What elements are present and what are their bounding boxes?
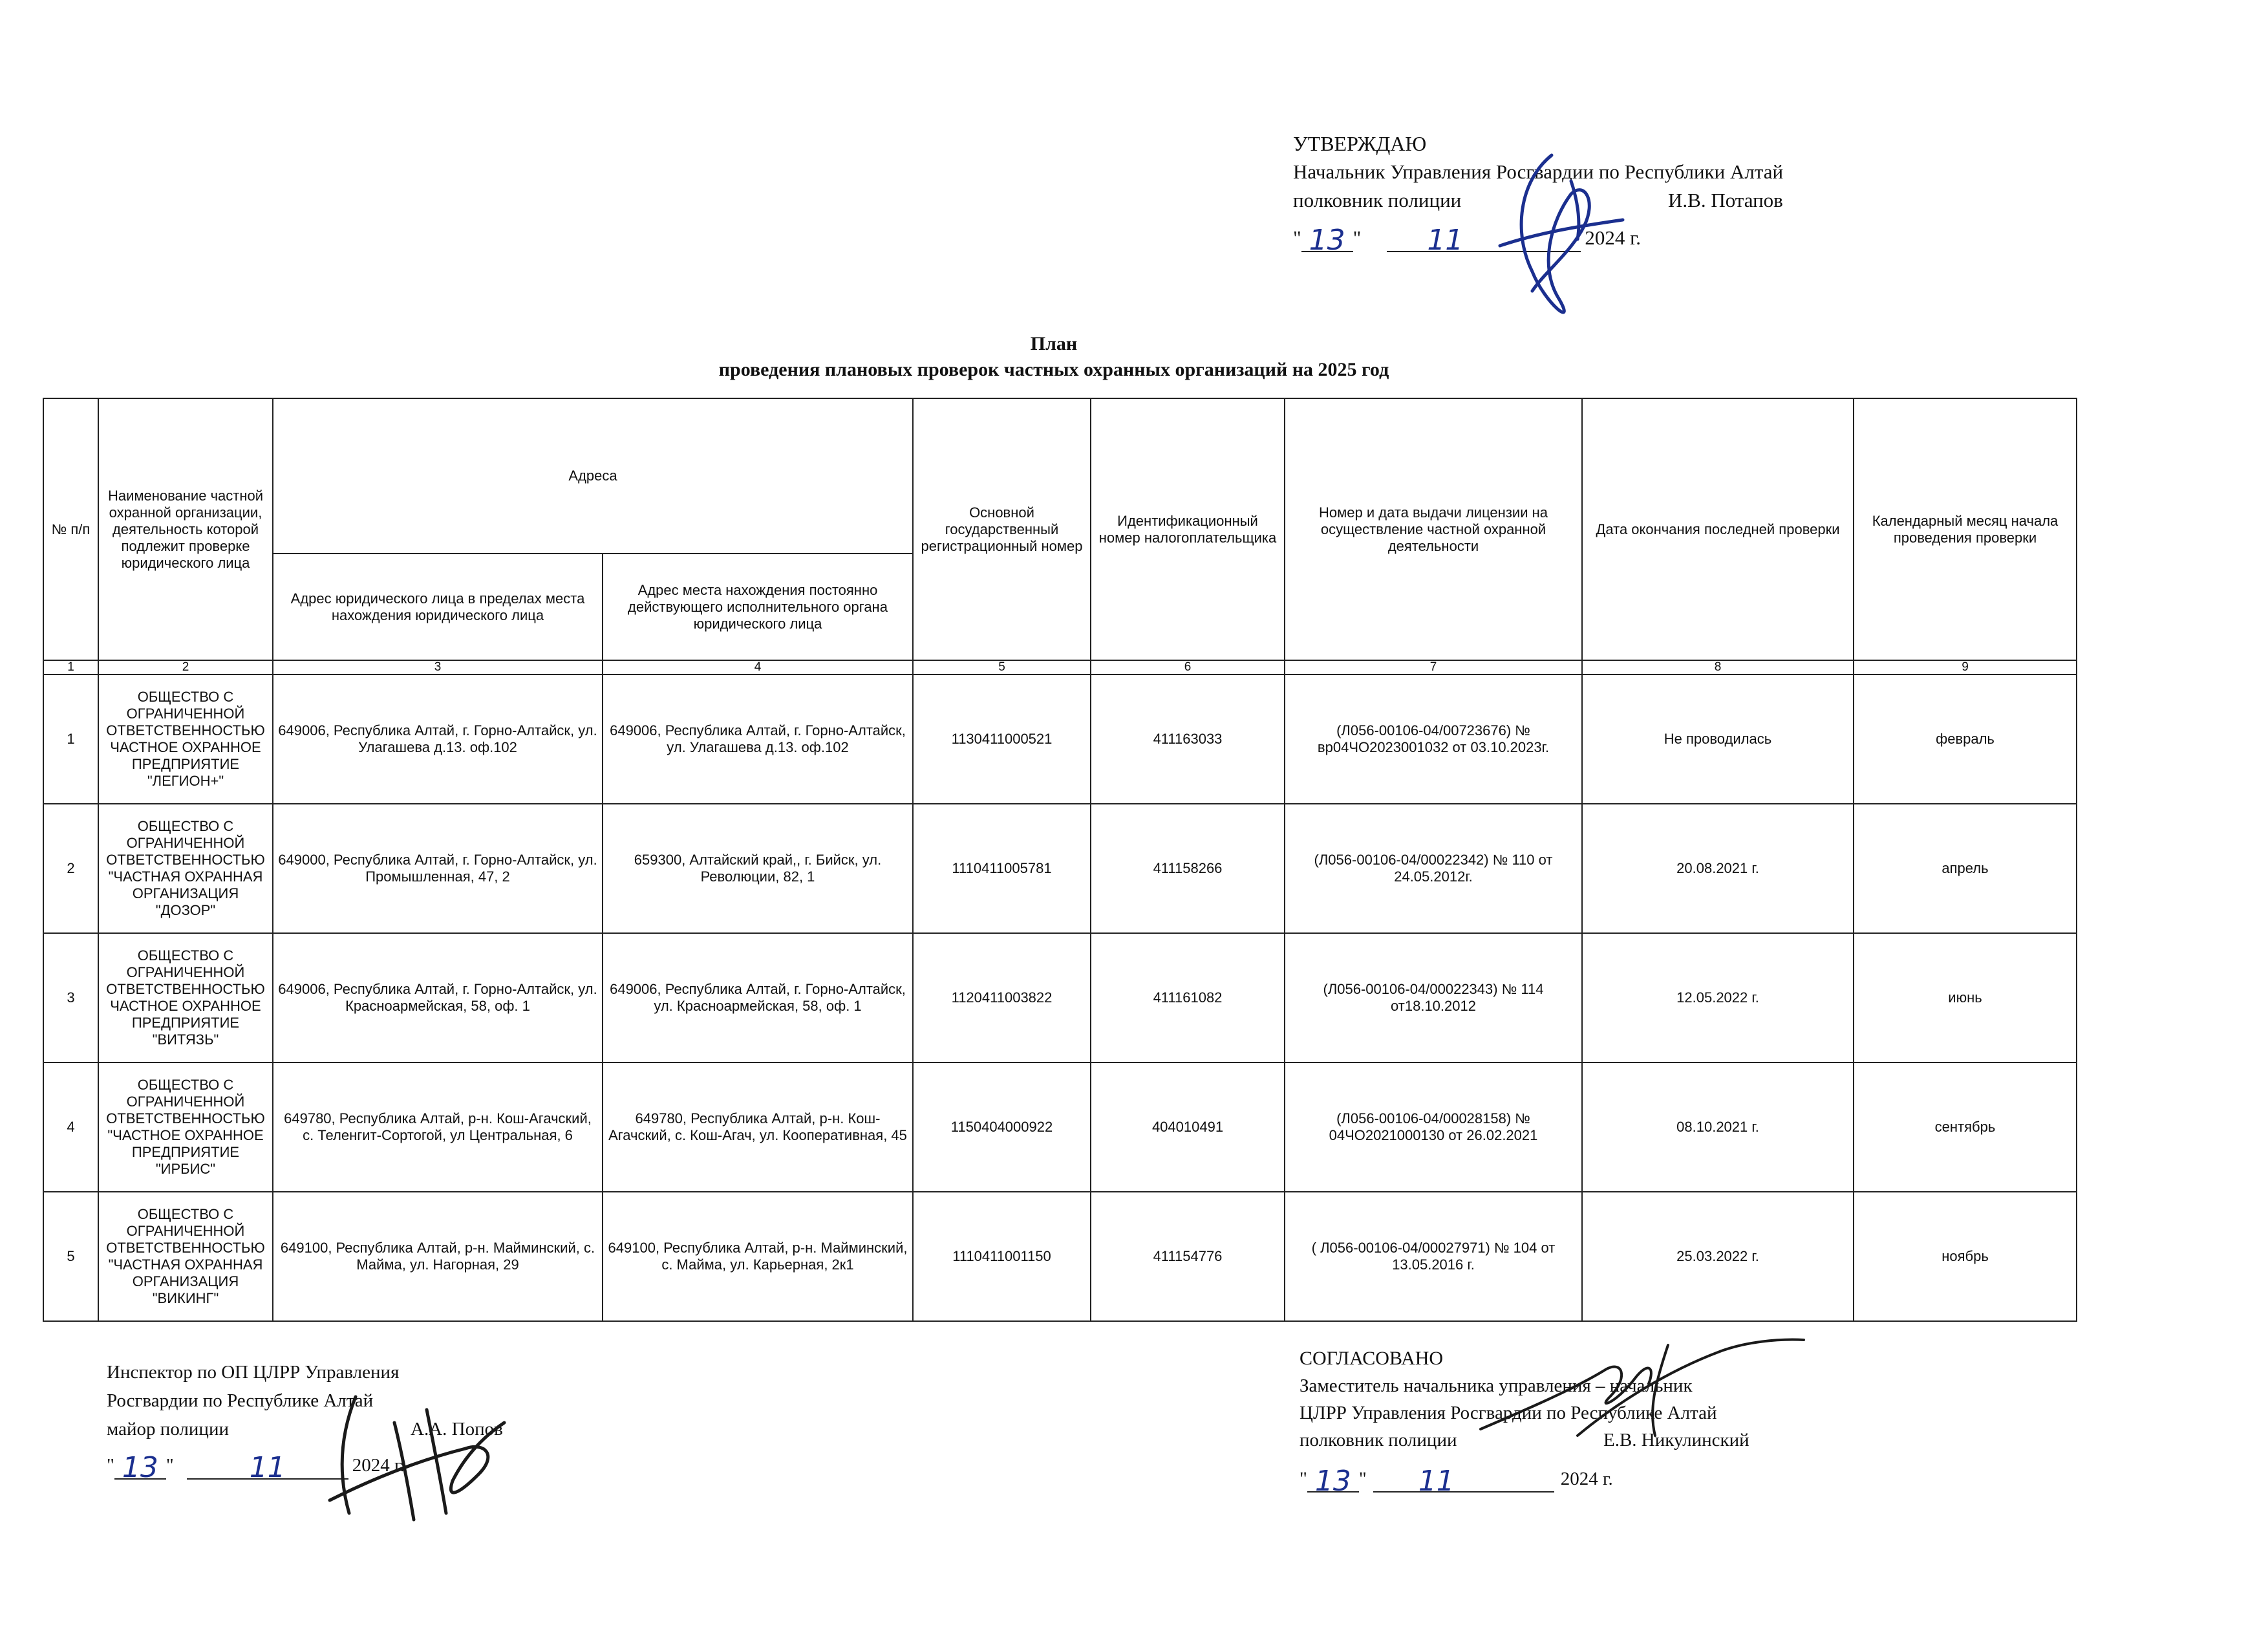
row-last-check: 20.08.2021 г.: [1582, 804, 1854, 933]
table-row: [43, 933, 2077, 1062]
inspector-rank: майор полиции: [107, 1419, 229, 1439]
approval-day: 13: [1309, 224, 1345, 257]
header-last-check: Дата окончания последней проверки: [1582, 398, 1854, 660]
column-number: 4: [603, 660, 913, 674]
agreed-position-2: ЦЛРР Управления Росгвардии по Республике Алтай: [1300, 1403, 1717, 1423]
row-num: 2: [43, 804, 98, 933]
approval-title: УТВЕРЖДАЮ: [1293, 132, 1427, 155]
approval-position: Начальник Управления Росгвардии по Республики Алтай: [1293, 160, 1784, 183]
inspection-plan-table: [43, 398, 2077, 1322]
row-name: ОБЩЕСТВО С ОГРАНИЧЕННОЙ ОТВЕТСТВЕННОСТЬЮ ЧАСТНОЕ ОХРАННОЕ ПРЕДПРИЯТИЕ "ВИТЯЗЬ": [98, 933, 273, 1062]
inspector-position-1: Инспектор по ОП ЦЛРР Управления: [107, 1362, 400, 1383]
agreed-title: СОГЛАСОВАНО: [1300, 1348, 1444, 1369]
row-exec-address: 649006, Республика Алтай, г. Горно-Алтайск, ул. Красноармейская, 58, оф. 1: [603, 933, 913, 1062]
agreed-day: 13: [1314, 1465, 1351, 1498]
inspector-day-field: [114, 1451, 166, 1484]
approval-rank: полковник полиции: [1293, 189, 1462, 211]
row-ogrn: 1110411001150: [913, 1192, 1091, 1321]
agreed-year: 2024 г.: [1560, 1469, 1613, 1489]
agreed-signature: [1474, 1332, 1810, 1449]
row-license: ( Л056-00106-04/00027971) № 104 от 13.05.2016 г.: [1285, 1192, 1582, 1321]
row-ogrn: 1150404000922: [913, 1062, 1091, 1192]
header-month: Календарный месяц начала проведения проверки: [1854, 398, 2077, 660]
row-last-check: 12.05.2022 г.: [1582, 933, 1854, 1062]
table-row: [43, 1192, 2077, 1321]
approval-year: 2024 г.: [1585, 226, 1642, 249]
row-exec-address: 659300, Алтайский край,, г. Бийск, ул. Революции, 82, 1: [603, 804, 913, 933]
row-legal-address: 649000, Республика Алтай, г. Горно-Алтайск, ул. Промышленная, 47, 2: [273, 804, 603, 933]
column-number: 3: [273, 660, 603, 674]
row-ogrn: 1110411005781: [913, 804, 1091, 933]
row-inn: 411154776: [1091, 1192, 1285, 1321]
row-month: июнь: [1854, 933, 2077, 1062]
row-num: 4: [43, 1062, 98, 1192]
column-number: 9: [1854, 660, 2077, 674]
document-title: [0, 331, 2108, 383]
row-legal-address: 649006, Республика Алтай, г. Горно-Алтайск, ул. Красноармейская, 58, оф. 1: [273, 933, 603, 1062]
inspector-name: А.А. Попов: [411, 1419, 503, 1439]
header-row-1: [43, 398, 2077, 554]
row-name: ОБЩЕСТВО С ОГРАНИЧЕННОЙ ОТВЕТСТВЕННОСТЬЮ ЧАСТНОЕ ОХРАННОЕ ПРЕДПРИЯТИЕ "ЛЕГИОН+": [98, 674, 273, 804]
row-month: ноябрь: [1854, 1192, 2077, 1321]
row-inn: 411161082: [1091, 933, 1285, 1062]
column-number: 2: [98, 660, 273, 674]
inspector-year: 2024 г.: [352, 1455, 405, 1476]
row-inn: 411163033: [1091, 674, 1285, 804]
column-number: 1: [43, 660, 98, 674]
column-number: 7: [1285, 660, 1582, 674]
header-exec-address: Адрес места нахождения постоянно действующего исполнительного органа юридического лица: [603, 554, 913, 660]
header-license: Номер и дата выдачи лицензии на осуществление частной охранной деятельности: [1285, 398, 1582, 660]
row-exec-address: 649006, Республика Алтай, г. Горно-Алтайск, ул. Улагашева д.13. оф.102: [603, 674, 913, 804]
table-row: [43, 674, 2077, 804]
row-last-check: Не проводилась: [1582, 674, 1854, 804]
column-number: 6: [1091, 660, 1285, 674]
row-last-check: 25.03.2022 г.: [1582, 1192, 1854, 1321]
agreed-rank: полковник полиции: [1300, 1430, 1457, 1450]
row-num: 3: [43, 933, 98, 1062]
approval-day-field: [1301, 224, 1353, 257]
table-row: [43, 804, 2077, 933]
approval-quote-open: ": [1293, 226, 1301, 249]
row-last-check: 08.10.2021 г.: [1582, 1062, 1854, 1192]
column-number-row: [43, 660, 2077, 674]
agreed-quote-open: ": [1300, 1469, 1307, 1489]
row-inn: 411158266: [1091, 804, 1285, 933]
row-ogrn: 1120411003822: [913, 933, 1091, 1062]
agreed-date: [1300, 1465, 1881, 1498]
agreed-day-field: [1307, 1465, 1359, 1498]
inspector-position-2: Росгвардии по Республике Алтай: [107, 1390, 374, 1411]
row-license: (Л056-00106-04/00028158) № 04ЧО2021000130 от 26.02.2021: [1285, 1062, 1582, 1192]
column-number: 8: [1582, 660, 1854, 674]
approval-signature: [1474, 142, 1629, 336]
agreed-month: 11: [1418, 1465, 1455, 1498]
column-number: 5: [913, 660, 1091, 674]
row-exec-address: 649100, Республика Алтай, р-н. Майминский, с. Майма, ул. Карьерная, 2к1: [603, 1192, 913, 1321]
plan-subtitle: проведения плановых проверок частных охранных организаций на 2025 год: [718, 359, 1389, 380]
inspector-month: 11: [249, 1451, 286, 1484]
header-ogrn: Основной государственный регистрационный номер: [913, 398, 1091, 660]
row-legal-address: 649100, Республика Алтай, р-н. Майминский, с. Майма, ул. Нагорная, 29: [273, 1192, 603, 1321]
row-legal-address: 649006, Республика Алтай, г. Горно-Алтайск, ул. Улагашева д.13. оф.102: [273, 674, 603, 804]
approval-quote-close: ": [1353, 226, 1362, 249]
row-month: апрель: [1854, 804, 2077, 933]
row-name: ОБЩЕСТВО С ОГРАНИЧЕННОЙ ОТВЕТСТВЕННОСТЬЮ "ЧАСТНОЕ ОХРАННОЕ ПРЕДПРИЯТИЕ "ИРБИС": [98, 1062, 273, 1192]
header-addresses: Адреса: [273, 398, 913, 554]
row-exec-address: 649780, Республика Алтай, р-н. Кош-Агачский, с. Кош-Агач, ул. Кооперативная, 45: [603, 1062, 913, 1192]
row-name: ОБЩЕСТВО С ОГРАНИЧЕННОЙ ОТВЕТСТВЕННОСТЬЮ "ЧАСТНАЯ ОХРАННАЯ ОРГАНИЗАЦИЯ "ДОЗОР": [98, 804, 273, 933]
approval-name: И.В. Потапов: [1668, 189, 1783, 211]
row-ogrn: 1130411000521: [913, 674, 1091, 804]
plan-title: План: [1030, 333, 1078, 354]
agreed-name: Е.В. Никулинский: [1603, 1430, 1749, 1450]
row-month: сентябрь: [1854, 1062, 2077, 1192]
agreed-quote-close: ": [1358, 1469, 1367, 1489]
row-num: 1: [43, 674, 98, 804]
inspector-day: 13: [122, 1451, 158, 1484]
table-row: [43, 1062, 2077, 1192]
inspector-signature: [317, 1371, 524, 1539]
agreed-month-field: [1373, 1465, 1554, 1498]
row-license: (Л056-00106-04/00022343) № 114 от18.10.2012: [1285, 933, 1582, 1062]
inspector-quote-close: ": [166, 1455, 174, 1476]
agreed-position-1: Заместитель начальника управления – начальник: [1300, 1375, 1693, 1396]
row-inn: 404010491: [1091, 1062, 1285, 1192]
row-name: ОБЩЕСТВО С ОГРАНИЧЕННОЙ ОТВЕТСТВЕННОСТЬЮ "ЧАСТНАЯ ОХРАННАЯ ОРГАНИЗАЦИЯ "ВИКИНГ": [98, 1192, 273, 1321]
header-inn: Идентификационный номер налогоплательщика: [1091, 398, 1285, 660]
row-legal-address: 649780, Республика Алтай, р-н. Кош-Агачский, с. Теленгит-Сортогой, ул Центральная, 6: [273, 1062, 603, 1192]
header-legal-address: Адрес юридического лица в пределах места нахождения юридического лица: [273, 554, 603, 660]
row-license: (Л056-00106-04/00723676) № вр04ЧО2023001032 от 03.10.2023г.: [1285, 674, 1582, 804]
row-license: (Л056-00106-04/00022342) № 110 от 24.05.2012г.: [1285, 804, 1582, 933]
header-num: № п/п: [43, 398, 98, 660]
row-month: февраль: [1854, 674, 2077, 804]
approval-month: 11: [1427, 224, 1464, 257]
header-name: Наименование частной охранной организации, деятельность которой подлежит проверке юридического лица: [98, 398, 273, 660]
inspector-quote-open: ": [107, 1455, 114, 1476]
row-num: 5: [43, 1192, 98, 1321]
